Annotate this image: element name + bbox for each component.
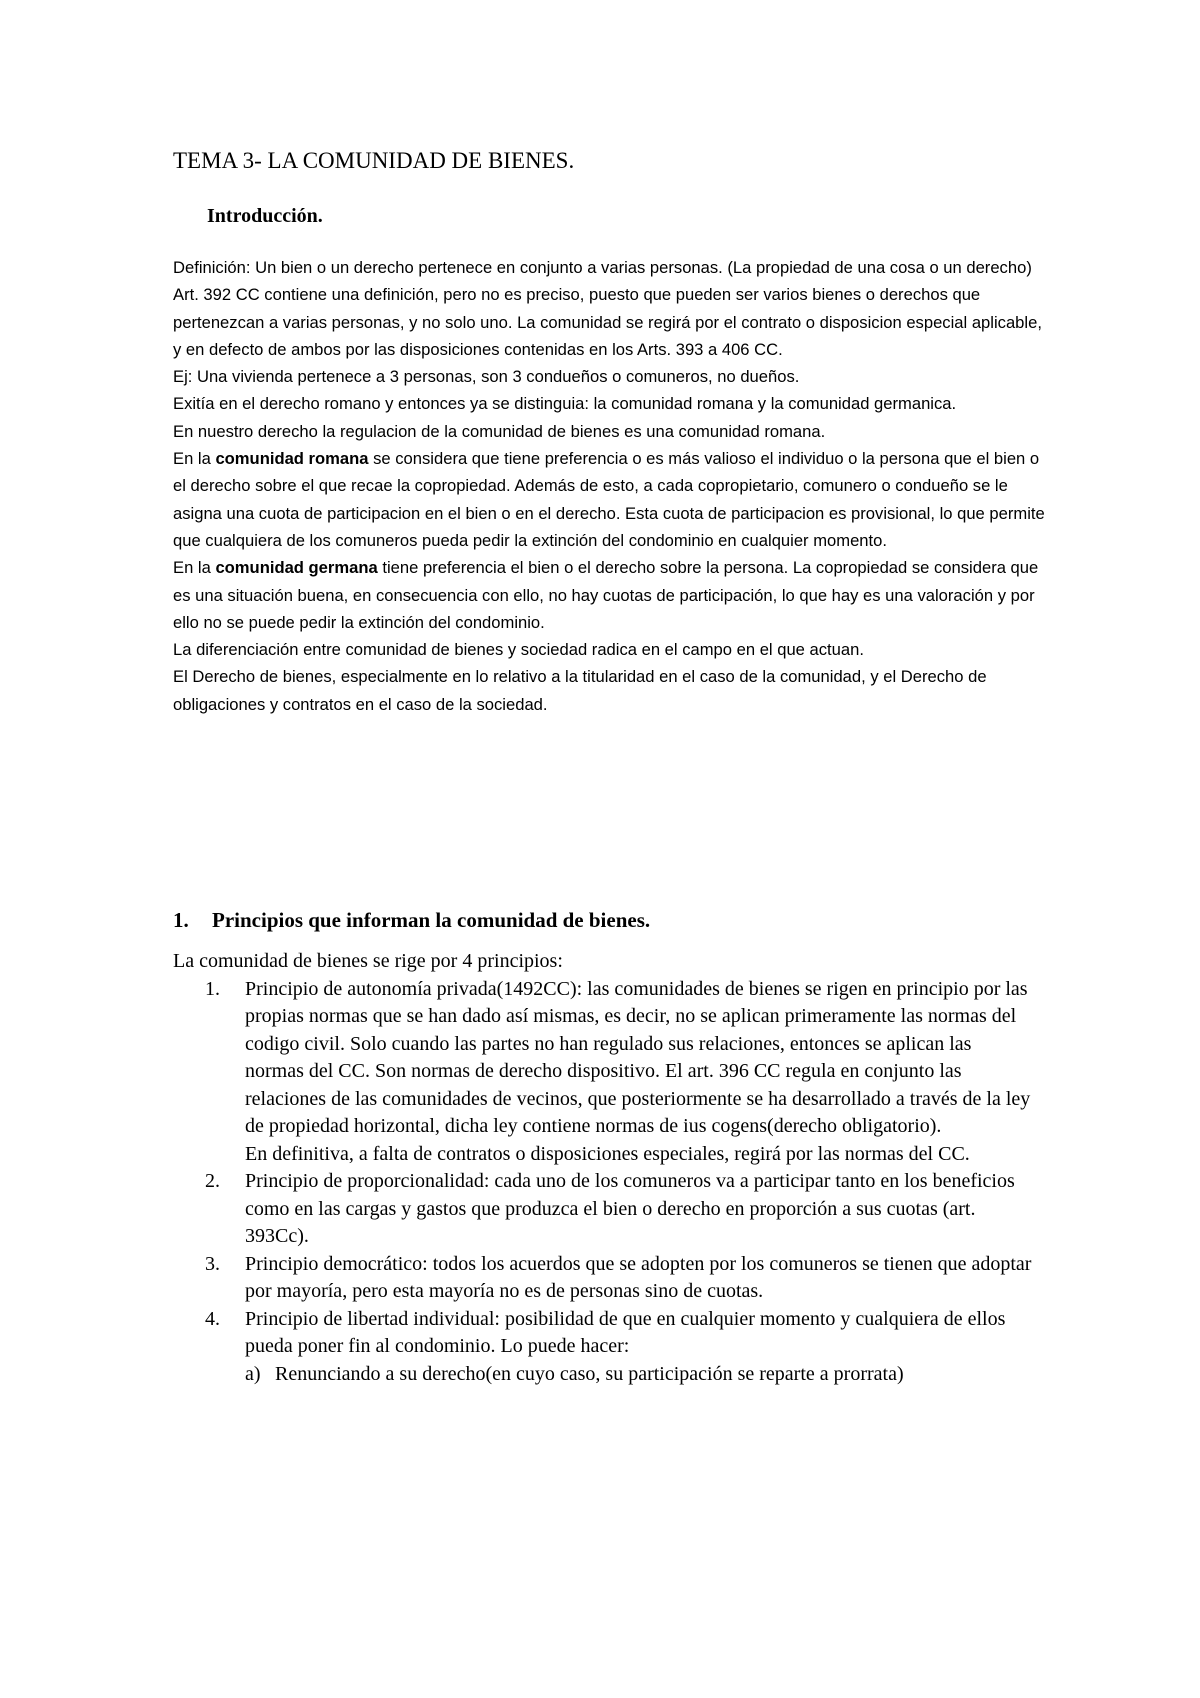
principle-text: Principio de libertad individual: posibilidad de que en cualquier momento y cualquiera de ellos pueda poner fin al condominio. Lo puede hacer:: [245, 1307, 1006, 1357]
paragraph-diferenciacion: La diferenciación entre comunidad de bienes y sociedad radica en el campo en el que actuan.: [173, 640, 864, 660]
principles-list: [173, 976, 1073, 1389]
paragraph-derecho-bienes: El Derecho de bienes, especialmente en lo relativo a la titularidad en el caso de la comunidad, y el Derecho de obligaciones y contratos en el caso de la sociedad.: [173, 667, 987, 714]
paragraph-ejemplo: Ej: Una vivienda pertenece a 3 personas, son 3 condueños o comuneros, no dueños.: [173, 367, 800, 387]
intro-body: [173, 254, 1053, 718]
term-comunidad-germana: comunidad germana: [215, 558, 378, 578]
section-1-number: 1.: [173, 908, 189, 932]
list-marker: 2.: [205, 1170, 220, 1192]
principle-item: [173, 1251, 1035, 1306]
paragraph-comunidad-romana: En la comunidad romana se considera que tiene preferencia o es más valioso el individuo o la persona que el bien o el derecho sobre el que recae la copropiedad. Además de esto, a cada copropietario, comunero o condueño se le asigna una cuota de participacion en el bien o en el derecho. Esta cuota de participacion es provisional, lo que permite que cualquiera de los comuneros pueda pedir la extinción del condominio en cualquier momento.: [173, 449, 1045, 550]
principles-section: [173, 948, 1073, 1388]
term-comunidad-romana: comunidad romana: [215, 449, 369, 469]
sub-list: [245, 1361, 1035, 1389]
principle-item: [173, 976, 1035, 1169]
principles-lead: La comunidad de bienes se rige por 4 principios:: [173, 950, 563, 972]
paragraph-definicion: Definición: Un bien o un derecho pertenece en conjunto a varias personas. (La propiedad de una cosa o un derecho): [173, 258, 1032, 277]
principle-item: [173, 1168, 1035, 1251]
principle-text: Principio democrático: todos los acuerdos que se adopten por los comuneros se tienen que adoptar por mayoría, pero esta mayoría no es de personas sino de cuotas.: [245, 1252, 1032, 1302]
section-1-title: Principios que informan la comunidad de bienes.: [212, 908, 651, 932]
list-marker: 1.: [205, 977, 220, 1000]
principle-extra: En definitiva, a falta de contratos o disposiciones especiales, regirá por las normas del CC.: [245, 1142, 970, 1165]
paragraph-comunidad-germana: En la comunidad germana tiene preferencia el bien o el derecho sobre la persona. La copropiedad se considera que es una situación buena, en consecuencia con ello, no hay cuotas de participación, lo que hay es una valoración y por ello no se puede pedir la extinción del condominio.: [173, 558, 1039, 632]
list-marker: 4.: [205, 1307, 220, 1330]
principle-text: Principio de autonomía privada(1492CC): las comunidades de bienes se rigen en principio por las propias normas que se han dado así mismas, es decir, no se aplican primeramente las normas del codigo civil. Solo cuando las partes no han regulado sus relaciones, entonces se aplican las normas del CC. Son normas de derecho dispositivo. El art. 396 CC regula en conjunto las relaciones de las comunidades de vecinos, que posteriormente se ha desarrollado a través de la ley de propiedad horizontal, dicha ley contiene normas de ius cogens(derecho obligatorio).: [245, 977, 1031, 1137]
sub-list-marker: a): [245, 1362, 261, 1385]
principle-text: Principio de proporcionalidad: cada uno de los comuneros va a participar tanto en los beneficios como en las cargas y gastos que produzca el bien o derecho en proporción a sus cuotas (art. 393Cc).: [245, 1170, 1015, 1247]
principle-item: [173, 1306, 1035, 1389]
sub-item: [245, 1361, 1035, 1389]
section-1-heading: [173, 908, 650, 933]
intro-heading: Introducción.: [207, 205, 323, 227]
list-marker: 3.: [205, 1252, 220, 1275]
paragraph-derecho-romano: Exitía en el derecho romano y entonces ya se distinguia: la comunidad romana y la comunidad germanica.: [173, 394, 957, 414]
paragraph-nuestro-derecho: En nuestro derecho la regulacion de la comunidad de bienes es una comunidad romana.: [173, 421, 826, 441]
sub-item-text: Renunciando a su derecho(en cuyo caso, su participación se reparte a prorrata): [275, 1362, 904, 1385]
document-title: TEMA 3- LA COMUNIDAD DE BIENES.: [173, 148, 575, 173]
paragraph-art-392: Art. 392 CC contiene una definición, pero no es preciso, puesto que pueden ser varios bienes o derechos que pertenezcan a varias personas, y no solo uno. La comunidad se regirá por el contrato o disposicion especial aplicable, y en defecto de ambos por las disposiciones contenidas en los Arts. 393 a 406 CC.: [173, 285, 1042, 359]
